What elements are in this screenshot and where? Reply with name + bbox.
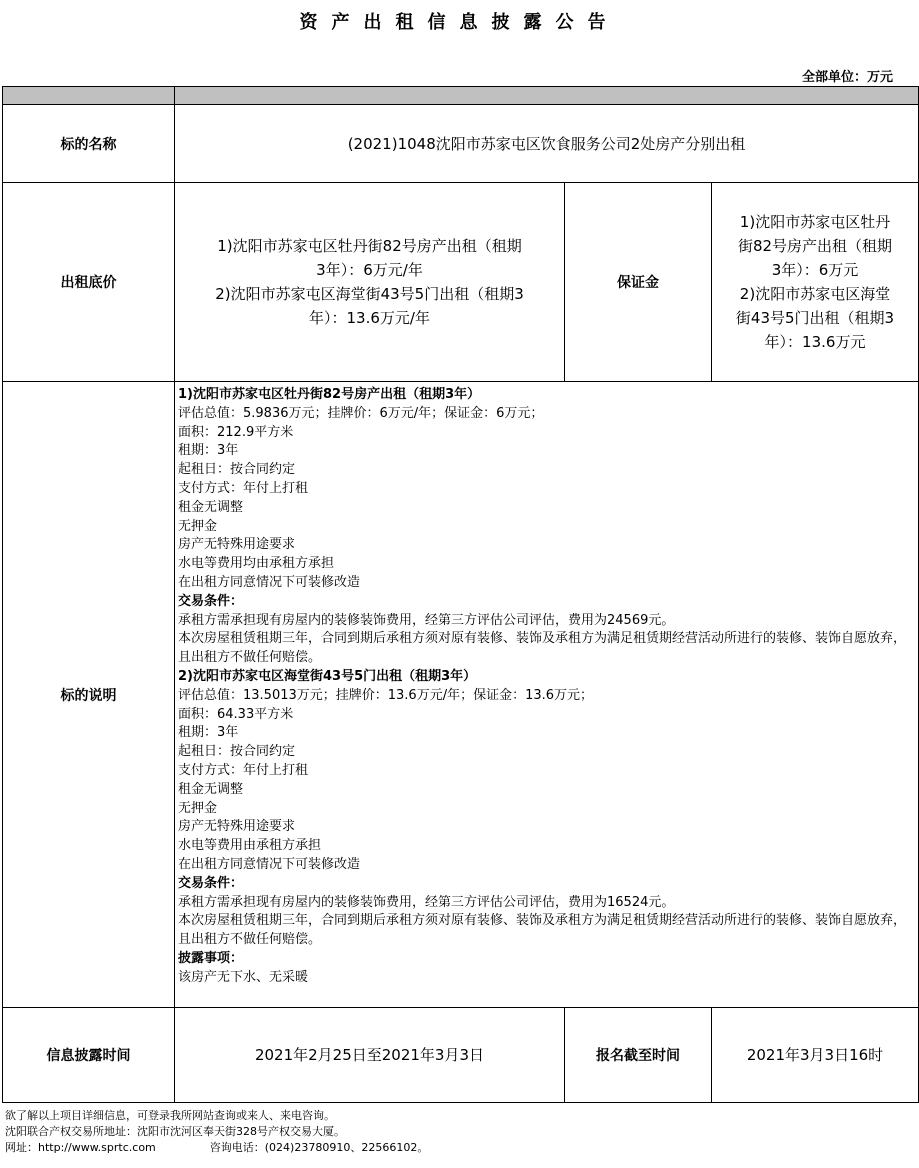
desc-heading: 1)沈阳市苏家屯区牡丹街82号房产出租（租期3年） xyxy=(178,387,481,402)
desc-line: 租金无调整 xyxy=(178,499,244,515)
desc-line: 租期：3年 xyxy=(178,443,239,459)
desc-line: 无押金 xyxy=(178,800,218,816)
desc-line: 起租日：按合同约定 xyxy=(178,744,296,760)
desc-heading: 交易条件： xyxy=(178,875,244,891)
table-header-bar xyxy=(3,87,919,105)
desc-line: 本次房屋租赁租期三年，合同到期后承租方须对原有装修、装饰及承租方为满足租赁期经营活动所进行的装修、装饰自愿放弃，且出租方不做任何赔偿。 xyxy=(178,913,907,948)
desc-line: 在出租方同意情况下可装修改造 xyxy=(178,574,361,590)
deposit-line: 街43号5门出租（租期3 xyxy=(735,309,895,327)
deposit-line: 2)沈阳市苏家屯区海堂 xyxy=(739,285,891,303)
disclosure-table xyxy=(2,86,919,1103)
desc-line: 在出租方同意情况下可装修改造 xyxy=(178,856,361,872)
table-row xyxy=(3,382,919,1008)
deposit-line: 3年）：6万元 xyxy=(771,261,859,279)
footer-line: 欲了解以上项目详细信息，可登录我所网站查询或来人、来电咨询。 xyxy=(5,1109,335,1122)
price-line: 1)沈阳市苏家屯区牡丹街82号房产出租（租期 xyxy=(217,237,522,255)
price-value xyxy=(175,183,565,382)
desc-line: 支付方式：年付上打租 xyxy=(178,480,309,496)
price-line: 2)沈阳市苏家屯区海堂街43号5门出租（租期3 xyxy=(215,285,524,303)
desc-line: 水电等费用均由承租方承担 xyxy=(178,556,335,572)
desc-line: 房产无特殊用途要求 xyxy=(178,819,296,835)
disclosure-time-label: 信息披露时间 xyxy=(3,1008,175,1103)
desc-line: 租期：3年 xyxy=(178,725,239,741)
price-line: 3年）：6万元/年 xyxy=(316,261,423,279)
desc-line: 面积：64.33平方米 xyxy=(178,706,294,722)
desc-line: 评估总值：13.5013万元；挂牌价：13.6万元/年；保证金：13.6万元； xyxy=(178,687,594,703)
deposit-line: 街82号房产出租（租期 xyxy=(737,237,893,255)
footer xyxy=(5,1108,428,1156)
desc-heading: 2)沈阳市苏家屯区海堂街43号5门出租（租期3年） xyxy=(178,668,477,684)
deposit-value xyxy=(712,183,919,382)
footer-line xyxy=(5,1140,428,1156)
page-title: 资产出租信息披露公告 xyxy=(299,12,620,33)
desc-line: 承租方需承担现有房屋内的装修装饰费用，经第三方评估公司评估，费用为16524元。 xyxy=(178,894,675,910)
desc-line: 支付方式：年付上打租 xyxy=(178,762,309,778)
footer-phone: 咨询电话：(024)23780910、22566102。 xyxy=(209,1141,429,1154)
footer-line: 沈阳联合产权交易所地址：沈阳市沈河区奉天街328号产权交易大厦。 xyxy=(5,1125,345,1138)
desc-line: 面积：212.9平方米 xyxy=(178,424,294,440)
desc-heading: 交易条件： xyxy=(178,593,244,609)
desc-line: 无押金 xyxy=(178,518,218,534)
deadline-value: 2021年3月3日16时 xyxy=(712,1008,919,1103)
desc-line: 该房产无下水、无采暖 xyxy=(178,969,309,985)
desc-content xyxy=(175,382,919,1008)
price-label: 出租底价 xyxy=(3,183,175,382)
desc-line: 租金无调整 xyxy=(178,781,244,797)
desc-line: 房产无特殊用途要求 xyxy=(178,537,296,553)
desc-label: 标的说明 xyxy=(3,382,175,1008)
deposit-line: 1)沈阳市苏家屯区牡丹 xyxy=(739,213,891,231)
footer-website[interactable]: 网址：http://www.sprtc.com xyxy=(5,1141,156,1154)
unit-note: 全部单位：万元 xyxy=(801,70,893,85)
deposit-line: 年）：13.6万元 xyxy=(764,333,866,351)
table-row xyxy=(3,105,919,183)
desc-line: 起租日：按合同约定 xyxy=(178,462,296,478)
table-row xyxy=(3,183,919,382)
name-label: 标的名称 xyxy=(3,105,175,183)
desc-heading: 披露事项： xyxy=(178,950,244,966)
name-value: (2021)1048沈阳市苏家屯区饮食服务公司2处房产分别出租 xyxy=(175,105,919,183)
desc-line: 评估总值：5.9836万元；挂牌价：6万元/年；保证金：6万元； xyxy=(178,405,544,421)
desc-line: 承租方需承担现有房屋内的装修装饰费用，经第三方评估公司评估，费用为24569元。 xyxy=(178,612,675,628)
disclosure-time-value: 2021年2月25日至2021年3月3日 xyxy=(175,1008,565,1103)
deadline-label: 报名截至时间 xyxy=(565,1008,712,1103)
table-row xyxy=(3,1008,919,1103)
deposit-label: 保证金 xyxy=(565,183,712,382)
price-line: 年）：13.6万元/年 xyxy=(309,309,430,327)
desc-line: 本次房屋租赁租期三年，合同到期后承租方须对原有装修、装饰及承租方为满足租赁期经营活动所进行的装修、装饰自愿放弃，且出租方不做任何赔偿。 xyxy=(178,631,907,666)
desc-line: 水电等费用由承租方承担 xyxy=(178,838,322,854)
